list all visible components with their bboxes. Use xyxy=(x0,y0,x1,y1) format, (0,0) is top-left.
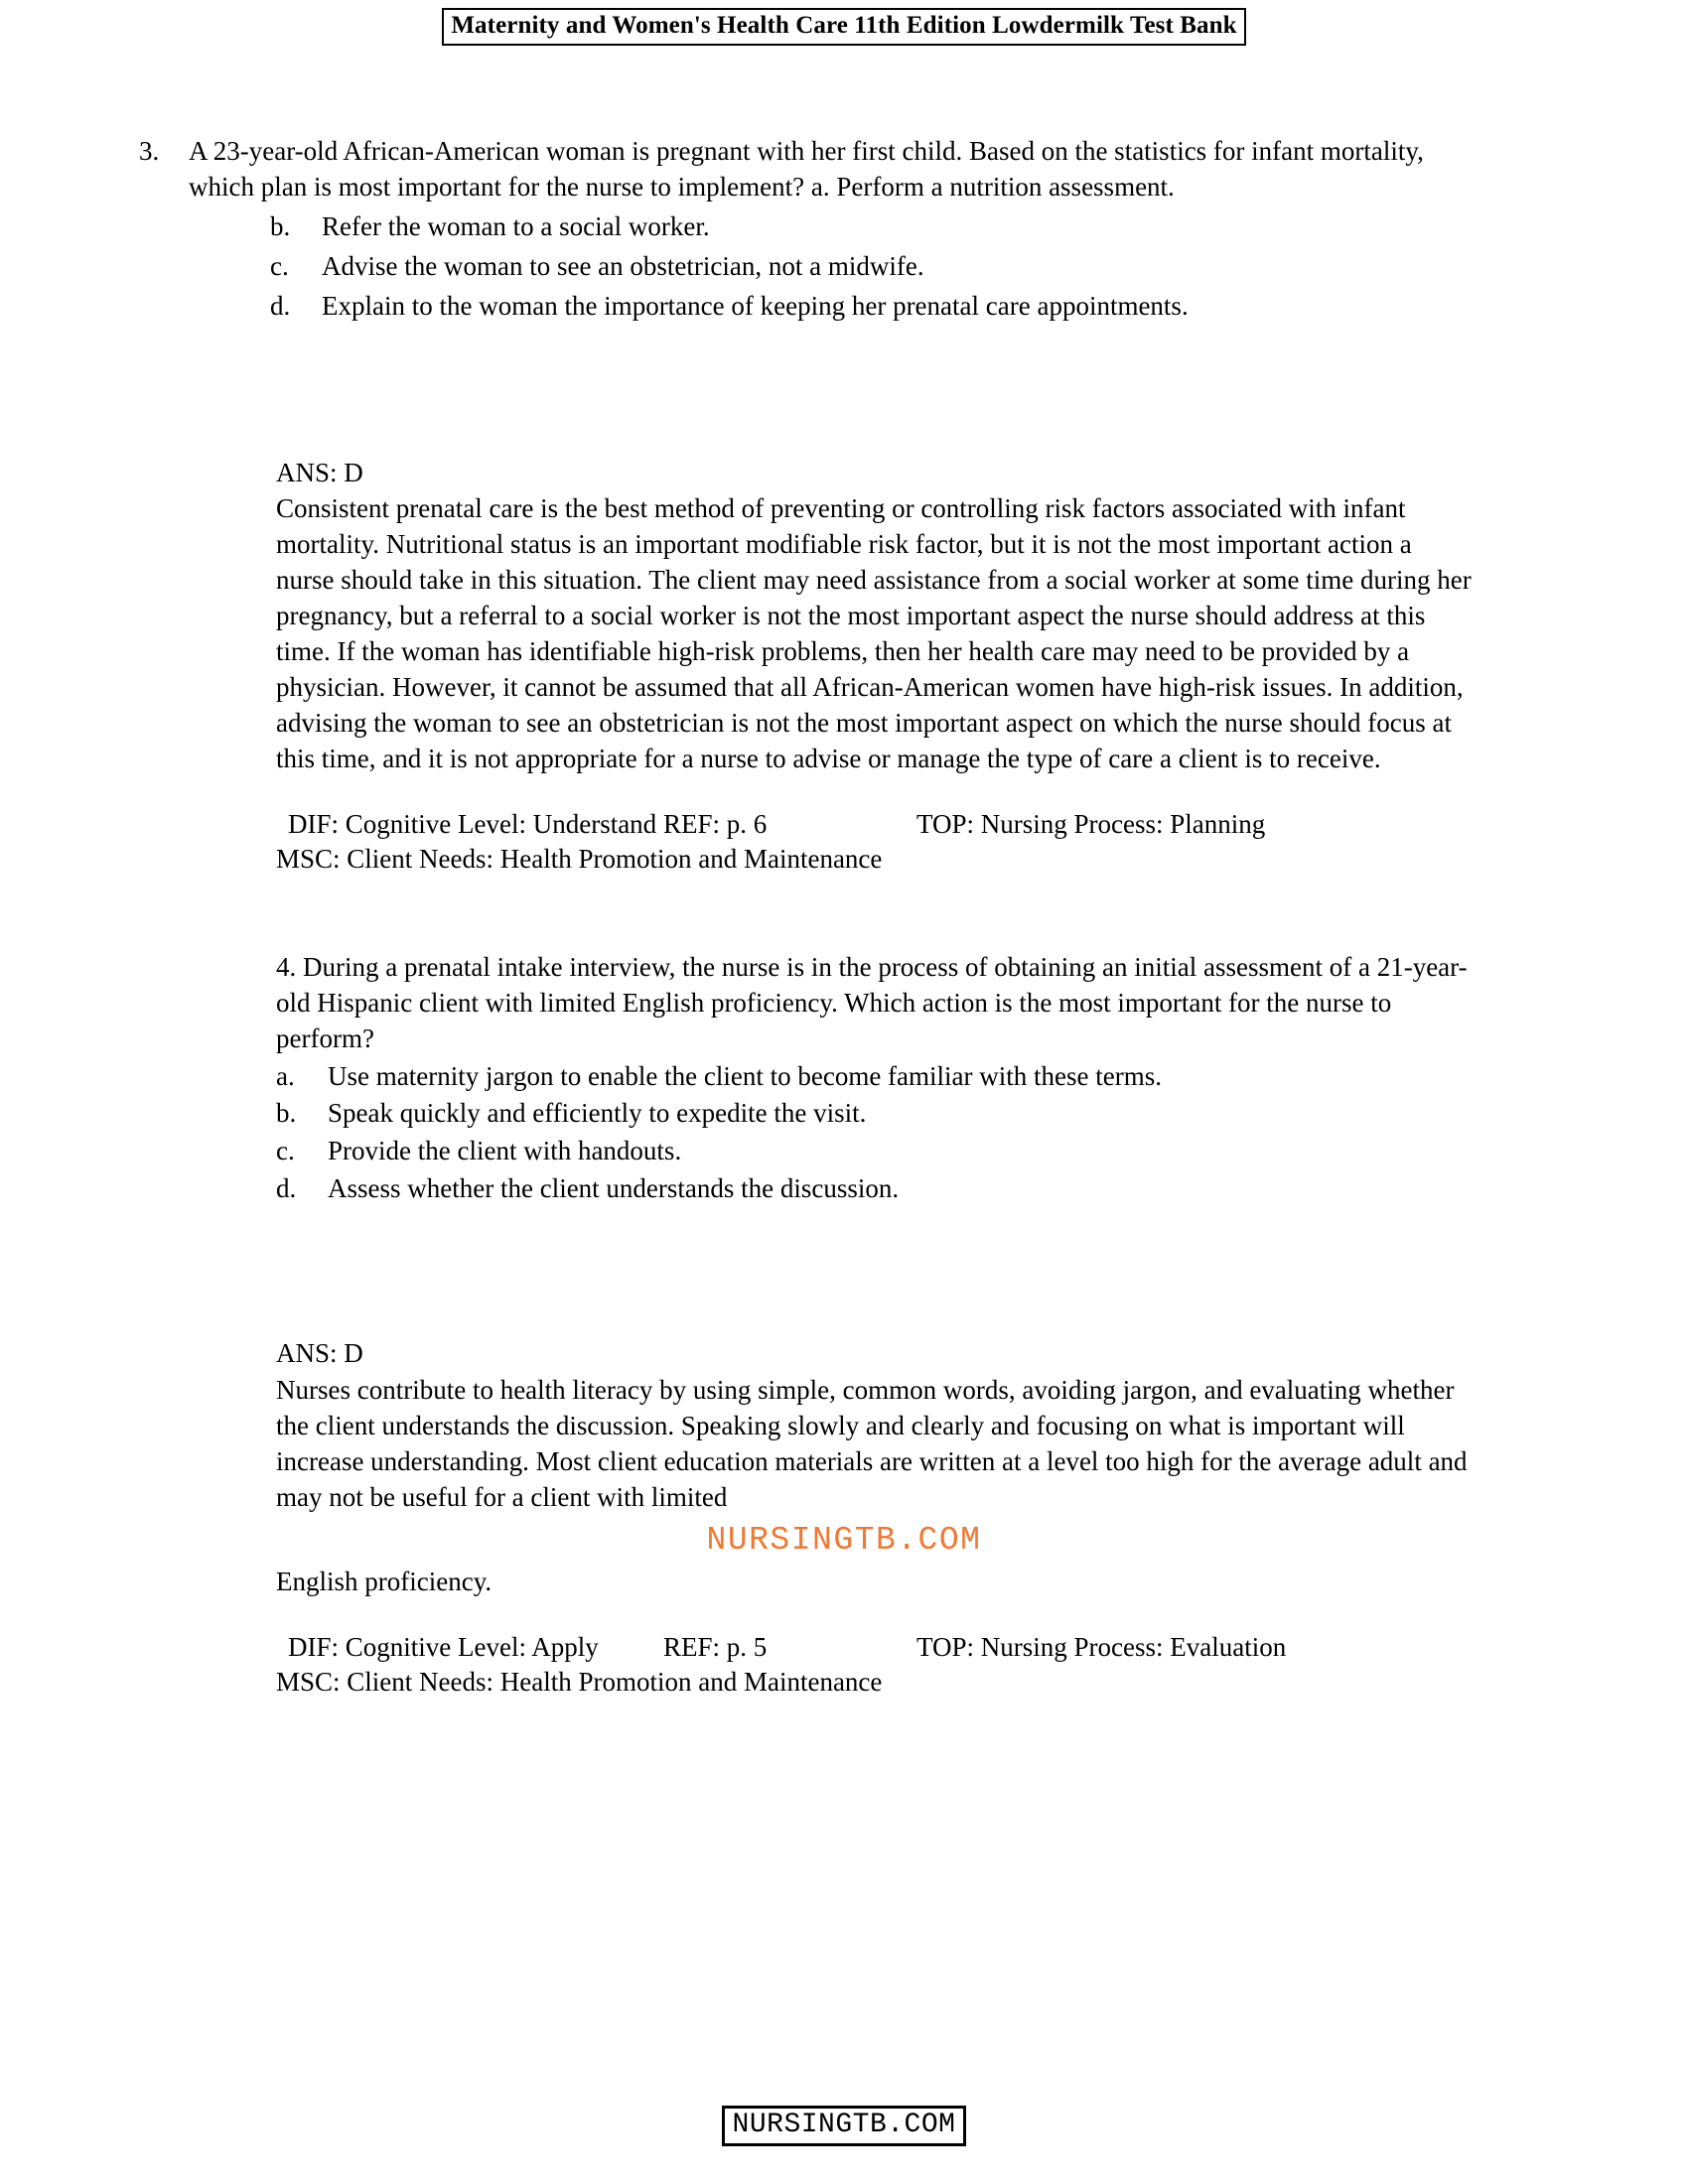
question-3-metadata xyxy=(276,807,1688,877)
vertical-spacer xyxy=(0,1209,1688,1336)
dif-value: DIF: Cognitive Level: Understand xyxy=(288,808,657,839)
question-3-options xyxy=(270,209,1688,325)
answer-rationale-part-2: English proficiency. xyxy=(276,1566,492,1596)
answer-rationale-part-1: Nurses contribute to health literacy by using simple, common words, avoiding jargon, and evaluating whether the client understands the discussion. Speaking slowly and clearly and focusing on what is important will increase understanding. Most client education materials are written at a level too high for the average adult and may not be useful for a client with limited xyxy=(276,1375,1468,1512)
option-text: Explain to the woman the importance of keeping her prenatal care appointments. xyxy=(322,290,1189,321)
question-4-options xyxy=(276,1059,1688,1208)
option-letter: c. xyxy=(276,1136,295,1166)
question-3-number: 3. xyxy=(139,136,160,166)
option-row[interactable] xyxy=(276,1059,1688,1095)
option-letter: d. xyxy=(276,1173,297,1204)
option-row[interactable] xyxy=(276,1096,1688,1132)
document-body xyxy=(0,134,1688,1700)
question-4-metadata xyxy=(276,1630,1688,1700)
question-4-answer xyxy=(276,1336,1472,1516)
dif-value: DIF: Cognitive Level: Apply xyxy=(288,1631,599,1662)
option-text: Refer the woman to a social worker. xyxy=(322,210,710,241)
option-letter: b. xyxy=(276,1098,297,1129)
vertical-spacer xyxy=(0,1600,1688,1630)
answer-label: ANS: D xyxy=(276,457,363,487)
question-block-4 xyxy=(0,950,1688,1700)
option-row[interactable] xyxy=(276,1171,1688,1207)
ref-value: REF: p. 6 xyxy=(663,808,768,839)
option-letter: d. xyxy=(270,290,291,321)
question-block-3 xyxy=(0,134,1688,877)
answer-rationale: Consistent prenatal care is the best method of preventing or controlling risk factors associated with infant mortality. Nutritional status is an important modifiable risk factor, but it is not the most important action a nurse should take in this situation. The client may need assistance from a social worker at some time during her pregnancy, but a referral to a social worker is not the most important aspect the nurse should address at this time. If the woman has identifiable high-risk problems, then her health care may need to be provided by a physician. However, it cannot be assumed that all African-American women have high-risk issues. In addition, advising the woman to see an obstetrician is not the most important aspect on which the nurse should focus at this time, and it is not appropriate for a nurse to advise or manage the type of care a client is to receive. xyxy=(276,493,1472,773)
option-text: Provide the client with handouts. xyxy=(328,1136,682,1166)
option-text: Speak quickly and efficiently to expedite the visit. xyxy=(328,1098,867,1129)
answer-label: ANS: D xyxy=(276,1338,363,1369)
option-text: Assess whether the client understands the discussion. xyxy=(328,1173,900,1204)
vertical-spacer xyxy=(0,777,1688,807)
question-4-stem: 4. During a prenatal intake interview, the nurse is in the process of obtaining an initial assessment of a 21-year-old Hispanic client with limited English proficiency. Which action is the most important for the nurse to perform? xyxy=(276,951,1468,1053)
top-value: TOP: Nursing Process: Planning xyxy=(916,808,1266,839)
question-4-answer-continued xyxy=(276,1565,1472,1600)
option-text: Advise the woman to see an obstetrician, not a midwife. xyxy=(322,250,924,281)
vertical-spacer xyxy=(0,329,1688,456)
page-header xyxy=(0,8,1688,46)
option-row[interactable] xyxy=(270,209,1688,245)
option-row[interactable] xyxy=(276,1134,1688,1169)
option-row[interactable] xyxy=(270,249,1688,285)
metadata-row xyxy=(276,807,1688,842)
footer-nursingtb-box: NURSINGTB.COM xyxy=(722,2106,967,2146)
header-title-box: Maternity and Women's Health Care 11th Edition Lowdermilk Test Bank xyxy=(442,8,1245,46)
vertical-spacer xyxy=(0,877,1688,950)
ref-value: REF: p. 5 xyxy=(663,1631,768,1662)
question-3-stem-text: A 23-year-old African-American woman is pregnant with her first child. Based on the statistics for infant mortality, which plan is most important for the nurse to implement? a. Perform a nutrition assessment. xyxy=(189,136,1424,202)
question-3-stem xyxy=(139,134,1479,205)
question-3-answer xyxy=(276,456,1472,777)
top-value: TOP: Nursing Process: Evaluation xyxy=(916,1631,1287,1662)
option-text: Use maternity jargon to enable the client to become familiar with these terms. xyxy=(328,1060,1162,1091)
page-footer xyxy=(0,2106,1688,2146)
option-letter: c. xyxy=(270,250,289,281)
msc-value: MSC: Client Needs: Health Promotion and Maintenance xyxy=(276,1667,883,1698)
metadata-row xyxy=(276,1630,1688,1665)
option-letter: a. xyxy=(276,1060,295,1091)
watermark-nursingtb: NURSINGTB.COM xyxy=(706,1521,982,1559)
option-letter: b. xyxy=(270,210,291,241)
msc-value: MSC: Client Needs: Health Promotion and Maintenance xyxy=(276,844,883,875)
option-row[interactable] xyxy=(270,289,1688,325)
